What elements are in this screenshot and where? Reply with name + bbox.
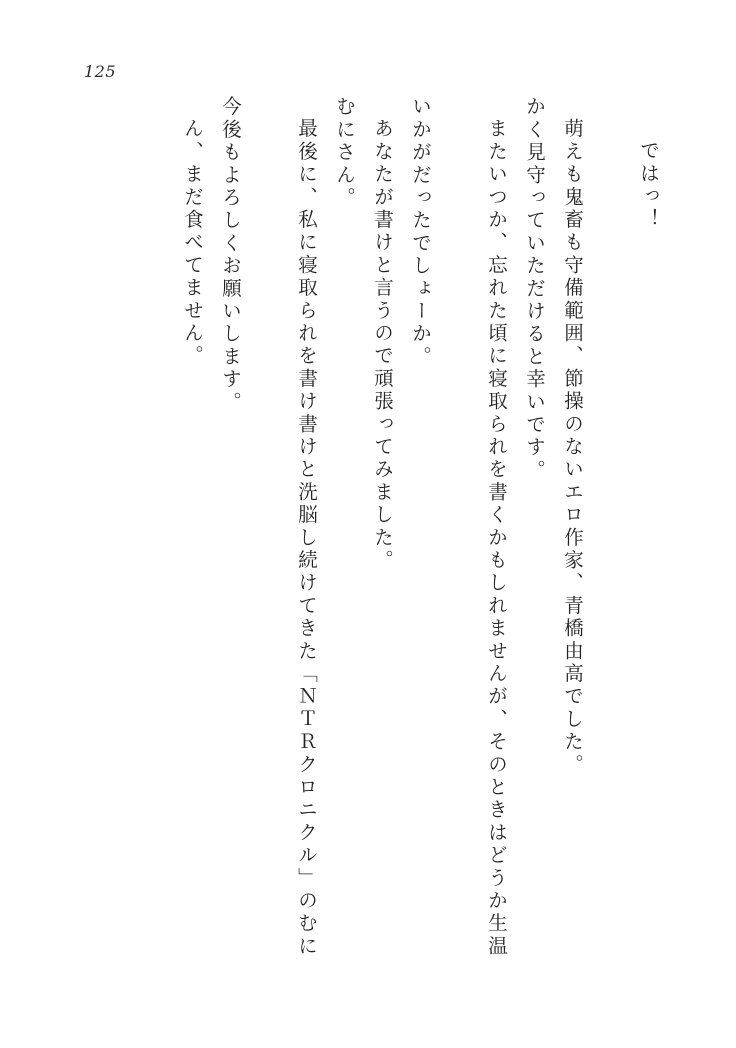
text-column: 最後に、私に寝取られを書け書けと洗脳し続けてきた「ＮＴＲクロニクル」のむに <box>295 118 318 958</box>
text-column: むにさん。 <box>333 96 356 210</box>
page-number: 125 <box>84 62 117 81</box>
text-column <box>582 96 620 976</box>
afterword-text-block <box>164 96 658 976</box>
text-column: あなたが書けと言うので頑張ってみました。 <box>371 118 394 572</box>
text-column <box>430 96 468 976</box>
text-column: いかがだったでしょーか。 <box>409 96 432 369</box>
text-column: 今後もよろしくお願いします。 <box>219 96 242 414</box>
text-column: かく見守っていただけると幸いです。 <box>523 96 546 482</box>
text-column: ではっ！ <box>637 140 660 231</box>
text-column: またいつか、忘れた頃に寝取られを書くかもしれませんが、そのときはどうか生温 <box>485 118 508 958</box>
text-column: 萌えも鬼畜も守備範囲、節操のないエロ作家、青橋由高でした。 <box>561 118 584 777</box>
text-column <box>240 96 278 976</box>
text-column: ん、まだ食べてません。 <box>181 118 204 368</box>
